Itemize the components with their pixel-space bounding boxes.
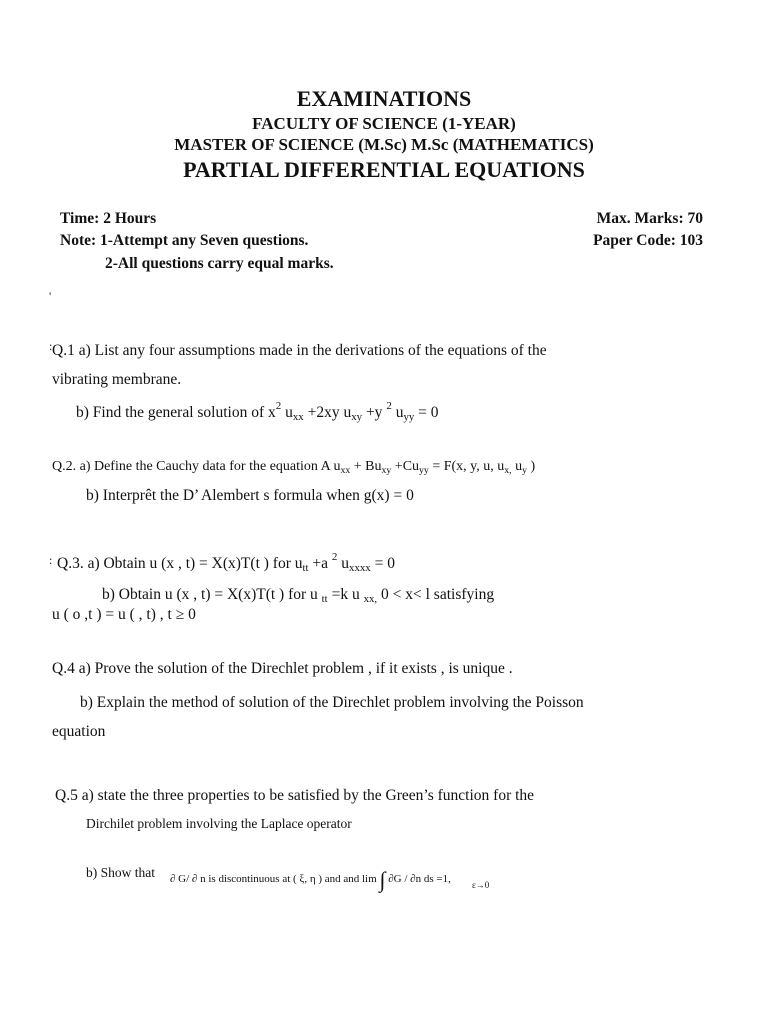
q5-part-b-expression: ∂ G/ ∂ n is discontinuous at ( ξ, η ) and and lim ∫ ∂G / ∂n ds =1, — [170, 867, 451, 892]
stray-mark: : — [49, 553, 53, 567]
subject-title: PARTIAL DIFFERENTIAL EQUATIONS — [183, 157, 585, 182]
q3-part-b: b) Obtain u (x , t) = X(x)T(t ) for u $_{tt}$ =k u $_{xx,}$ 0 < x< l satisfying — [102, 586, 495, 605]
stray-mark: ' — [49, 289, 52, 303]
q1-part-a-line2: vibrating membrane. — [52, 371, 182, 388]
q5-part-b-label: b) Show that — [86, 865, 155, 880]
q4-part-b-line1: b) Explain the method of solution of the Direchlet problem involving the Poisson — [80, 694, 584, 711]
program-line: MASTER OF SCIENCE (M.Sc) M.Sc (MATHEMATICS) — [174, 135, 594, 154]
q5-part-a-line1: Q.5 a) state the three properties to be satisfied by the Green’s function for the — [55, 787, 535, 804]
note-1: Note: 1-Attempt any Seven questions. — [60, 232, 309, 249]
stray-mark: : — [49, 339, 53, 353]
q1-part-b: b) Find the general solution of $x^2$ $u_{xx} +2xy$ $u_{xy} +y$ $^2$ $u_{yy} = 0$ — [76, 400, 439, 423]
faculty-line: FACULTY OF SCIENCE (1-YEAR) — [252, 114, 516, 133]
q4-part-a: Q.4 a) Prove the solution of the Direchlet problem , if it exists , is unique . — [52, 660, 513, 677]
integral-sign: ∫ — [379, 867, 386, 892]
max-marks: Max. Marks: 70 — [596, 210, 703, 227]
limit-subscript: ε→0 — [472, 880, 490, 890]
time-info: Time: 2 Hours — [60, 210, 157, 227]
paper-code: Paper Code: 103 — [593, 232, 703, 249]
q1-part-a-line1: Q.1 a) List any four assumptions made in the derivations of the equations of the — [52, 342, 547, 359]
q3-part-a: Q.3. a) Obtain u (x , t) = X(x)T(t ) for $u_{tt} +a$ $^2$ $u_{xxxx} = 0$ — [57, 551, 395, 574]
q2-part-b: b) Interprêt the D’ Alembert s formula when g(x) = 0 — [86, 487, 414, 504]
exam-title: EXAMINATIONS — [296, 86, 472, 111]
q5-part-a-line2: Dirchilet problem involving the Laplace operator — [86, 816, 352, 831]
q2-part-a: Q.2. a) Define the Cauchy data for the equation A $u_{xx} + Bu_{xy} +Cu_{yy} = F(x$, y, u, $u_{x,}$ $u_y$ ) — [52, 459, 536, 476]
q3-part-b-condition: u ( o ,t ) = u ( , t) , t ≥ 0 — [52, 606, 196, 623]
q4-part-b-line2: equation — [52, 723, 106, 740]
note-2: 2-All questions carry equal marks. — [105, 255, 334, 272]
